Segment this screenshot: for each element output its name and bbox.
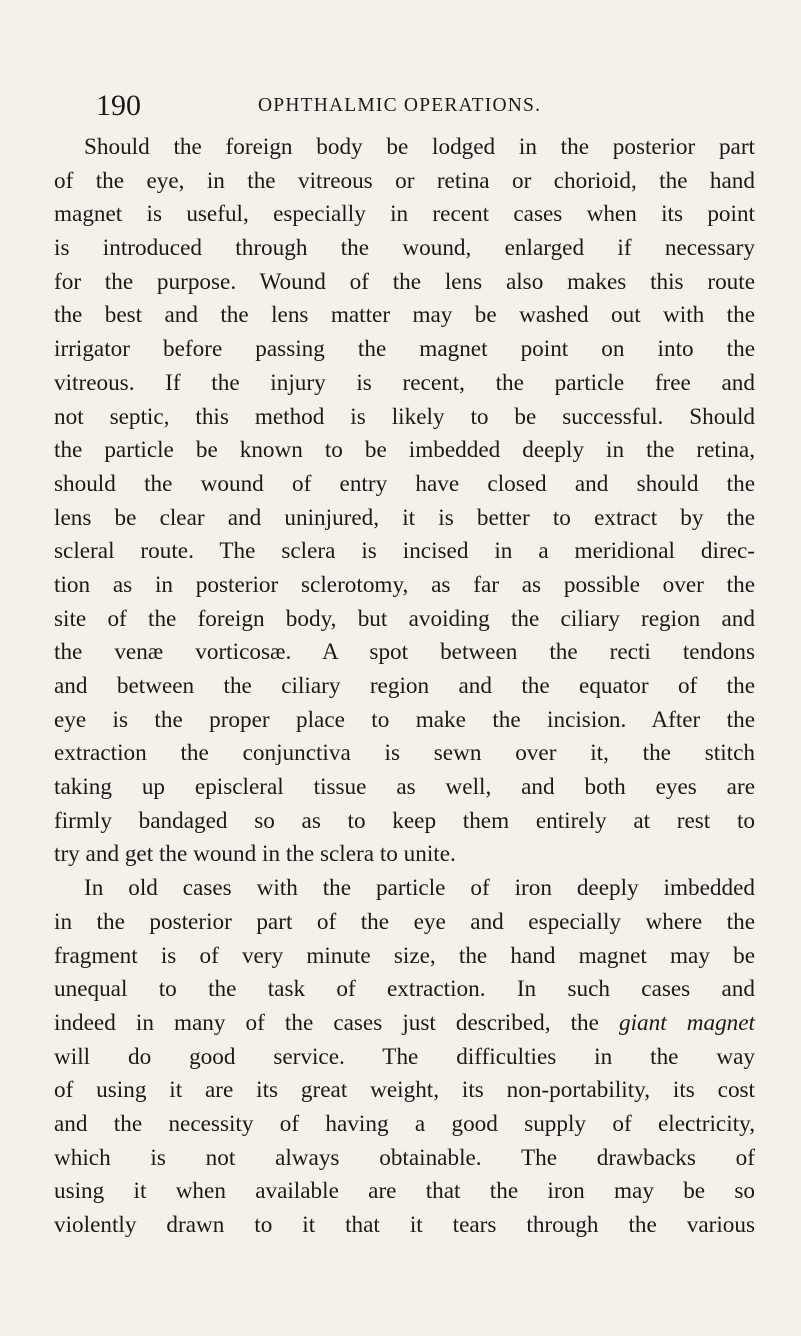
text-line: the venæ vorticosæ. A spot between the recti tendons [54,639,755,666]
text-line: which is not always obtainable. The drawbacks of [54,1144,755,1171]
text-line: eye is the proper place to make the incision. After the [54,706,755,733]
text-line: Should the foreign body be lodged in the posterior part [84,134,755,160]
text-segment: indeed in many of the cases just described, the [54,1009,599,1036]
text-line: scleral route. The sclera is incised in a meridional direc- [54,538,755,565]
text-line: and the necessity of having a good supply of electricity, [54,1110,755,1137]
text-line: taking up episcleral tissue as well, and both eyes are [54,774,755,801]
running-head [96,86,762,126]
text-line: the best and the lens matter may be washed out with the [54,302,755,329]
text-line: should the wound of entry have closed and should the [54,470,755,497]
text-line: unequal to the task of extraction. In such cases and [54,976,755,1003]
text-line: magnet is useful, especially in recent cases when its point [54,201,755,228]
text-line-with-emphasis [54,1007,755,1041]
text-line: irrigator before passing the magnet point on into the [54,336,755,363]
text-line: not septic, this method is likely to be successful. Should [54,403,755,430]
text-line: try and get the wound in the sclera to unite. [54,841,456,868]
text-line: for the purpose. Wound of the lens also makes this route [54,268,755,295]
page-number: 190 [96,89,141,122]
text-line: fragment is of very minute size, the hand magnet may be [54,942,755,969]
italic-phrase: giant magnet [619,1009,755,1036]
text-line: extraction the conjunctiva is sewn over it, the stitch [54,740,755,767]
text-line: vitreous. If the injury is recent, the particle free and [54,369,755,396]
text-line: in the posterior part of the eye and especially where the [54,908,755,935]
text-line: will do good service. The difficulties in the way [54,1043,755,1070]
text-line: site of the foreign body, but avoiding the ciliary region and [54,605,755,632]
text-line: of using it are its great weight, its non-portability, its cost [54,1077,755,1104]
body-text [54,131,755,1243]
text-line: firmly bandaged so as to keep them entirely at rest to [54,807,755,834]
text-line: violently drawn to it that it tears through the various [54,1212,755,1238]
text-line: is introduced through the wound, enlarged if necessary [54,235,755,262]
text-line: of the eye, in the vitreous or retina or chorioid, the hand [54,167,755,194]
text-line: the particle be known to be imbedded deeply in the retina, [54,437,755,464]
text-line: In old cases with the particle of iron deeply imbedded [84,875,755,902]
text-line: using it when available are that the iron may be so [54,1178,755,1205]
text-line: lens be clear and uninjured, it is better to extract by the [54,504,755,531]
running-title: OPHTHALMIC OPERATIONS. [258,95,542,116]
text-line: and between the ciliary region and the equator of the [54,673,755,699]
text-line: tion as in posterior sclerotomy, as far as possible over the [54,571,755,598]
